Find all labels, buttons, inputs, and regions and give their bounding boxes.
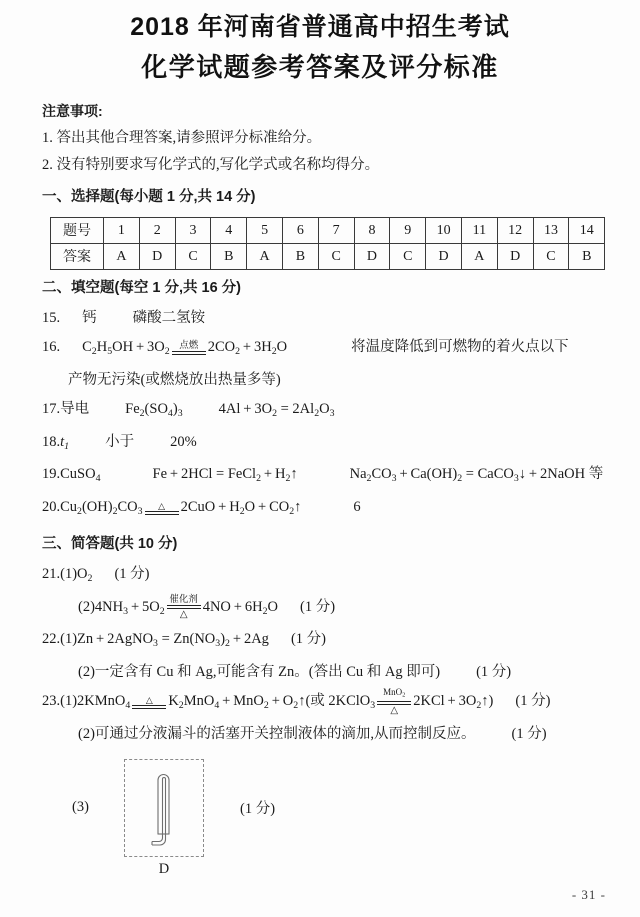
q23-part-2: (2)可通过分液漏斗的活塞开关控制液体的滴加,从而控制反应。	[78, 725, 476, 742]
table-row-question-numbers	[51, 218, 605, 244]
q23-part-1-mid: $K_2MnO_4 + MnO_2$ + $O_2↑$(或 2KClO$_3$	[168, 693, 376, 711]
reaction-condition-label: 点燃	[179, 339, 199, 351]
table-row-answers	[51, 244, 605, 270]
table-cell-answer: C	[175, 244, 211, 270]
answer-line-q15	[42, 304, 592, 333]
q19-answer-1: CuSO$_4$	[60, 466, 101, 484]
table-cell-answer: C	[533, 244, 569, 270]
table-cell-answer: D	[497, 244, 533, 270]
answer-line-q21-2	[42, 593, 592, 626]
answer-line-q16-cont	[42, 366, 592, 395]
q16-number: 16.	[42, 339, 61, 355]
table-cell-question: 11	[461, 218, 497, 244]
q22-part-1-score: (1 分)	[290, 631, 326, 648]
answer-line-q20	[42, 493, 592, 526]
table-cell-question: 7	[318, 218, 354, 244]
q23-number: 23.	[42, 693, 61, 709]
q21-part-1: $(1)O_2$	[60, 565, 93, 584]
table-cell-question: 8	[354, 218, 390, 244]
answer-line-q23-1	[42, 687, 592, 720]
reaction-condition-label: △	[158, 500, 166, 511]
q20-equation-right: $2CuO + H_2O$ + $CO_2↑$	[180, 499, 302, 517]
test-tube-apparatus-icon	[147, 770, 181, 846]
table-cell-answer: D	[426, 244, 462, 270]
answer-line-q21-1	[42, 560, 592, 593]
reaction-arrow-bar	[172, 351, 206, 355]
reaction-arrow-mno2	[377, 687, 411, 716]
section-1-heading: 一、选择题(每小题 1 分,共 14 分)	[42, 189, 256, 205]
q21-part-2-score: (1 分)	[300, 598, 336, 615]
reaction-arrow-catalyst	[167, 595, 201, 620]
answer-line-q17	[42, 395, 592, 428]
q15-answer-2: 磷酸二氢铵	[132, 310, 206, 326]
q20-answer-2: 6	[353, 499, 361, 515]
q17-answer-1: 导电	[60, 400, 90, 417]
table-cell-answer: B	[569, 244, 605, 270]
q16-answer-2: 将温度降低到可燃物的着火点以下	[351, 339, 569, 355]
table-cell-question: 12	[497, 218, 533, 244]
row-header-question: 题号	[51, 218, 104, 244]
table-cell-question: 10	[426, 218, 462, 244]
q17-answer-2: $Fe_2(SO_4)_3$	[125, 400, 183, 419]
answer-line-q19	[42, 460, 604, 493]
answer-line-q18	[42, 428, 592, 461]
q21-part-2-left: $4NH_3 + 5O_2$	[94, 598, 165, 617]
table-cell-answer: A	[104, 244, 140, 270]
q18-answer-1: $t_1$	[60, 433, 70, 452]
row-header-answer: 答案	[51, 244, 104, 270]
notice-item-2: 2. 没有特别要求写化学式的,写化学式或名称均得分。	[42, 157, 380, 173]
q18-number: 18.	[42, 433, 61, 450]
reaction-arrow-bar	[145, 511, 179, 515]
q20-number: 20.	[42, 499, 61, 515]
table-cell-question: 3	[175, 218, 211, 244]
table-cell-question: 14	[569, 218, 605, 244]
q17-number: 17.	[42, 400, 61, 417]
q23-part-2-score: (1 分)	[511, 725, 547, 742]
table-cell-answer: A	[461, 244, 497, 270]
answer-line-q22-2	[42, 658, 592, 687]
q17-answer-3: $4Al + 3O_2 = 2Al_2O_3$	[218, 400, 335, 419]
q22-number: 22.	[42, 631, 61, 648]
table-cell-answer: B	[282, 244, 318, 270]
page-title-line-1: 2018 年河南省普通高中招生考试	[130, 13, 510, 41]
section-3-heading: 三、简答题(共 10 分)	[42, 535, 178, 552]
table-cell-question: 13	[533, 218, 569, 244]
section-2-heading: 二、填空题(每空 1 分,共 16 分)	[42, 280, 241, 296]
table-cell-question: 2	[139, 218, 175, 244]
page-title-line-2: 化学试题参考答案及评分标准	[141, 52, 499, 82]
table-cell-answer: D	[354, 244, 390, 270]
q23-part-1-right: $2KCl + 3O_2↑$)	[413, 693, 494, 711]
reaction-arrow-bar	[132, 705, 166, 709]
table-cell-answer: D	[139, 244, 175, 270]
q21-part-1-score: (1 分)	[114, 565, 150, 582]
table-cell-answer: A	[247, 244, 283, 270]
q16-equation-right: $2CO_2 + 3H_2O$	[207, 339, 288, 357]
q19-answer-3: $Na_2CO_3 + Ca(OH)_2$ = CaCO$_3$↓ + 2NaOH 等	[349, 466, 604, 484]
answer-table-wrap	[42, 217, 592, 270]
q22-part-1: (1)Zn + 2AgNO$_3$ = $Zn(NO_3)_2 + 2Ag$	[60, 631, 269, 649]
q16-equation-left: $C_2H_5OH + 3O_2$	[82, 339, 170, 357]
q21-part-2-label: (2)	[78, 598, 95, 615]
reaction-condition-heat: △	[390, 705, 399, 717]
q20-equation-left: $Cu_2(OH)_2CO_3$	[60, 499, 143, 517]
answer-line-q16	[42, 333, 592, 366]
notice-heading: 注意事项:	[42, 103, 103, 119]
q16-answer-3: 产物无污染(或燃烧放出热量多等)	[68, 371, 281, 388]
q23-part-1-left: 2KMnO$_4$	[77, 693, 131, 711]
q19-number: 19.	[42, 466, 61, 483]
reaction-arrow-combustion	[172, 341, 206, 355]
table-cell-question: 9	[390, 218, 426, 244]
reaction-condition-catalyst: MnO$_2$	[383, 687, 406, 700]
q23-part-3-label: (3)	[72, 799, 89, 816]
reaction-arrow-heat	[145, 501, 179, 515]
apparatus-figure-caption: D	[158, 860, 170, 877]
reaction-condition-heat: △	[145, 694, 153, 705]
q15-number: 15.	[42, 310, 61, 326]
notice-item-1: 1. 答出其他合理答案,请参照评分标准给分。	[42, 130, 322, 146]
answer-line-q22-1	[42, 625, 592, 658]
document-body	[0, 86, 640, 878]
q18-answer-3: 20%	[170, 433, 197, 450]
q23-part-3-score: (1 分)	[240, 801, 276, 818]
table-cell-question: 4	[211, 218, 247, 244]
document-title-block	[0, 0, 640, 86]
table-cell-answer: C	[318, 244, 354, 270]
q23-part-1-score: (1 分)	[515, 693, 551, 709]
table-cell-answer: B	[211, 244, 247, 270]
answer-line-q23-2	[42, 720, 592, 749]
q19-answer-2: Fe + 2HCl = FeCl$_2$ + $H_2↑$	[152, 466, 298, 484]
q22-part-2: (2)一定含有 Cu 和 Ag,可能含有 Zn。(答出 Cu 和 Ag 即可)	[78, 664, 441, 680]
reaction-arrow-heat-2	[132, 695, 166, 709]
answer-line-q23-3	[42, 759, 592, 857]
table-cell-question: 6	[282, 218, 318, 244]
q18-answer-2: 小于	[105, 433, 135, 450]
apparatus-figure-box	[124, 759, 204, 857]
q22-part-2-score: (1 分)	[476, 664, 512, 680]
table-cell-question: 5	[247, 218, 283, 244]
q23-part-1-label: (1)	[60, 693, 78, 709]
multiple-choice-answer-table	[50, 217, 605, 270]
q15-answer-1: 钙	[82, 310, 97, 326]
page-number: - 31 -	[571, 887, 606, 902]
table-cell-question: 1	[104, 218, 140, 244]
reaction-condition-catalyst: 催化剂	[169, 593, 198, 605]
reaction-condition-heat: △	[179, 608, 188, 620]
table-cell-answer: C	[390, 244, 426, 270]
q21-part-2-right: $4NO + 6H_2O$	[202, 598, 278, 617]
q21-number: 21.	[42, 565, 61, 582]
